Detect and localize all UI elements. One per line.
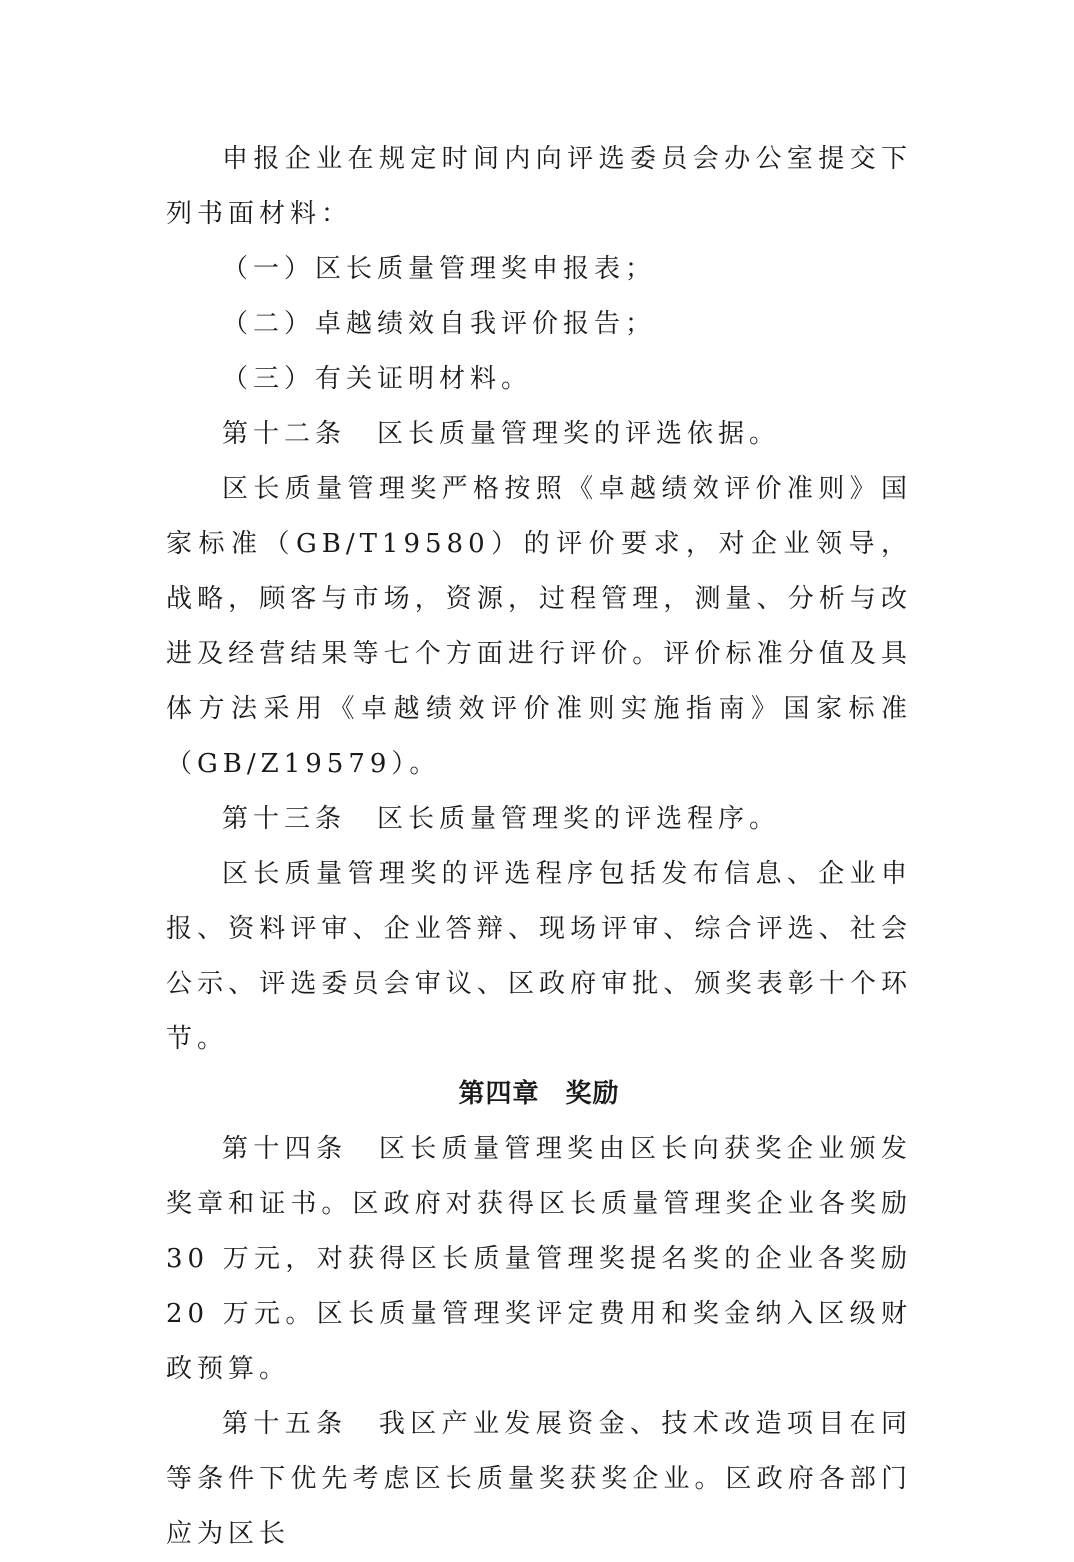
list-item-application-form: （一）区长质量管理奖申报表； — [222, 254, 657, 284]
article-13-heading: 第十三条 区长质量管理奖的评选程序。 — [222, 804, 781, 834]
chapter-title: 奖励 — [565, 1079, 620, 1109]
chapter-number: 第四章 — [458, 1079, 540, 1109]
document-page — [166, 132, 912, 1562]
article-12-body: 区长质量管理奖严格按照《卓越绩效评价准则》国家标准（GB/T19580）的评价要求，对企业领导，战略，顾客与市场，资源，过程管理，测量、分析与改进及经营结果等七个方面进行评价。评价标准分值及具体方法采用《卓越绩效评价准则实施指南》国家标准（GB/Z19579）。 — [166, 474, 912, 779]
intro-paragraph: 申报企业在规定时间内向评选委员会办公室提交下列书面材料： — [166, 144, 912, 229]
article-14-paragraph: 第十四条 区长质量管理奖由区长向获奖企业颁发奖章和证书。区政府对获得区长质量管理奖企业各奖励 30 万元，对获得区长质量管理奖提名奖的企业各奖励 20 万元。区长质量管理奖评定费用和奖金纳入区级财政预算。 — [166, 1134, 912, 1384]
article-15-paragraph: 第十五条 我区产业发展资金、技术改造项目在同等条件下优先考虑区长质量奖获奖企业。区政府各部门应为区长 — [166, 1409, 912, 1549]
list-item-supporting-materials: （三）有关证明材料。 — [222, 364, 533, 394]
list-item-self-evaluation-report: （二）卓越绩效自我评价报告； — [222, 309, 657, 339]
chapter-heading — [166, 1067, 912, 1122]
article-13-body: 区长质量管理奖的评选程序包括发布信息、企业申报、资料评审、企业答辩、现场评审、综合评选、社会公示、评选委员会审议、区政府审批、颁奖表彰十个环节。 — [166, 859, 912, 1054]
article-12-heading: 第十二条 区长质量管理奖的评选依据。 — [222, 419, 781, 449]
